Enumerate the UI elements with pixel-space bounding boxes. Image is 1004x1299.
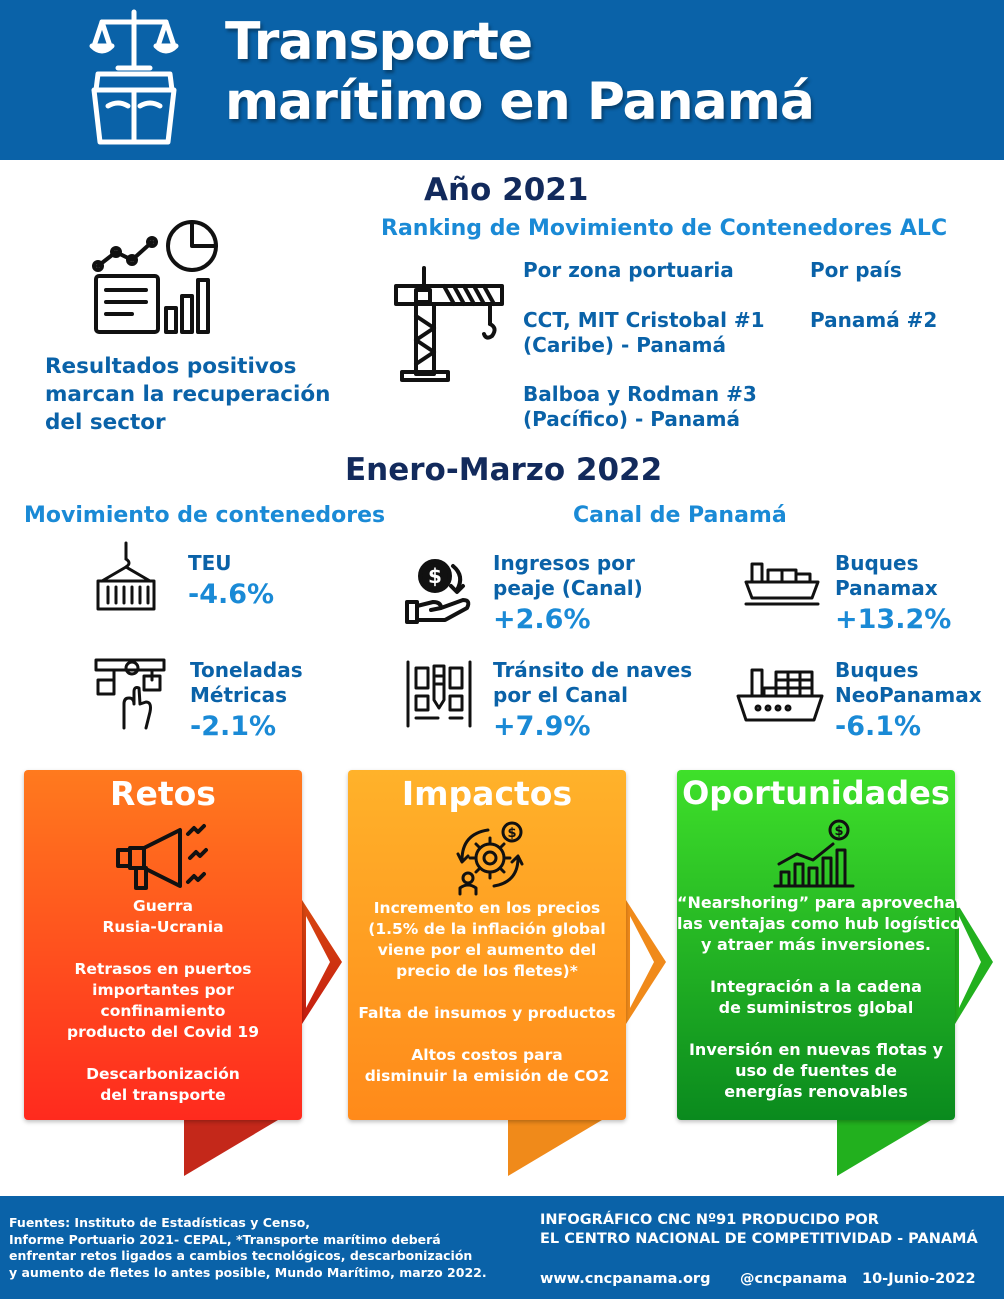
canal-locks-icon <box>404 660 474 728</box>
oportunidades-items <box>677 892 964 1123</box>
svg-text:$: $ <box>834 824 844 839</box>
container-hook-icon <box>96 543 156 613</box>
retos-item-3: Descarbonización del transporte <box>86 1065 240 1104</box>
hand-cargo-icon <box>94 658 166 730</box>
q1-2022-heading: Enero-Marzo 2022 <box>345 452 663 488</box>
impactos-title: Impactos <box>401 774 573 813</box>
ranking-title: Ranking de Movimiento de Contenedores ALC <box>381 216 948 241</box>
panamax-value: +13.2% <box>835 604 952 635</box>
oportunidades-item-2: Integración a la cadena de suministros global <box>710 977 922 1017</box>
hand-money-icon <box>405 558 473 626</box>
footer-website[interactable]: www.cncpanama.org <box>540 1271 711 1287</box>
retos-item-1: Guerra Rusia-Ucrania <box>102 897 224 936</box>
impactos-item-1: Incremento en los precios (1.5% de la inflación global viene por el aumento del precio de los fletes)* <box>368 899 606 980</box>
gear-money-icon <box>452 820 528 896</box>
svg-text:$: $ <box>507 826 517 841</box>
zone-item-2: Balboa y Rodman #3 (Pacífico) - Panamá <box>523 382 757 431</box>
zone-header: Por zona portuaria <box>523 258 734 282</box>
retos-title: Retos <box>110 774 216 813</box>
svg-text:$: $ <box>428 564 442 588</box>
canal-title: Canal de Panamá <box>573 503 787 528</box>
teu-value: -4.6% <box>188 579 275 610</box>
retos-item-2: Retrasos en puertos importantes por confinamiento producto del Covid 19 <box>67 960 259 1041</box>
zone-item-1: CCT, MIT Cristobal #1 (Caribe) - Panamá <box>523 308 765 357</box>
footer-sources: Fuentes: Instituto de Estadísticas y Censo, Informe Portuario 2021- CEPAL, *Transporte marítimo deberá enfrentar retos ligados a cambios tecnológicos, descarbonización y aumento de fletes lo antes posible, Mundo Marítimo, marzo 2022. <box>9 1215 487 1280</box>
teu-label: TEU <box>188 551 232 575</box>
impactos-card <box>348 770 626 1120</box>
impactos-item-2: Falta de insumos y productos <box>358 1004 616 1022</box>
tons-value: -2.1% <box>190 711 277 742</box>
neopanamax-value: -6.1% <box>835 711 922 742</box>
tons-label: Toneladas Métricas <box>190 658 303 707</box>
ship-scales-icon <box>88 10 180 150</box>
tolls-value: +2.6% <box>493 604 591 635</box>
port-crane-icon <box>394 266 504 384</box>
year-2021-heading: Año 2021 <box>424 172 589 208</box>
containers-title: Movimiento de contenedores <box>24 503 386 528</box>
footer-handle[interactable]: @cncpanama <box>740 1271 848 1287</box>
impactos-item-3: Altos costos para disminuir la emisión de CO2 <box>364 1046 610 1085</box>
cargo-ship-icon <box>744 558 820 606</box>
footer-date: 10-Junio-2022 <box>862 1271 976 1287</box>
growth-chart-icon <box>773 818 857 890</box>
retos-card <box>24 770 302 1120</box>
footer-producer: INFOGRÁFICO CNC Nº91 PRODUCIDO POR EL CENTRO NACIONAL DE COMPETITIVIDAD - PANAMÁ <box>540 1212 978 1247</box>
panamax-label: Buques Panamax <box>835 551 938 600</box>
country-header: Por país <box>810 258 902 282</box>
tolls-label: Ingresos por peaje (Canal) <box>493 551 643 600</box>
oportunidades-item-1: “Nearshoring” para aprovechar las ventajas como hub logístico y atraer más inversiones. <box>677 893 964 954</box>
results-text: Resultados positivos marcan la recuperación del sector <box>45 354 331 435</box>
page-title <box>225 12 814 132</box>
impactos-items <box>348 898 626 1108</box>
oportunidades-item-3: Inversión en nuevas flotas y uso de fuentes de energías renovables <box>688 1040 944 1101</box>
transit-label: Tránsito de naves por el Canal <box>493 658 693 707</box>
oportunidades-title: Oportunidades <box>682 774 950 812</box>
transit-value: +7.9% <box>493 711 591 742</box>
container-ship-icon <box>736 666 824 726</box>
neopanamax-label: Buques NeoPanamax <box>835 658 982 707</box>
retos-items <box>24 896 302 1127</box>
report-chart-icon <box>92 218 220 336</box>
title-line-2: marítimo en Panamá <box>225 72 815 132</box>
megaphone-icon <box>114 824 210 894</box>
country-item: Panamá #2 <box>810 308 938 332</box>
oportunidades-card <box>677 770 964 1120</box>
title-line-1: Transporte <box>225 12 533 72</box>
